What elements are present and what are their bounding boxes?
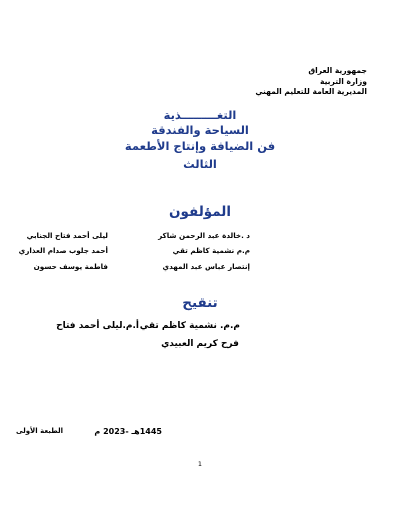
publication-year: 1445هـ -2023 م <box>94 427 162 436</box>
reviewer-name: م.م. نشمية كاظم تقي <box>139 321 240 331</box>
book-specialty: فن الضيافة وإنتاج الأطعمة <box>124 139 276 153</box>
page-number: 1 <box>197 460 203 468</box>
edition-label: الطبعة الأولى <box>15 427 63 435</box>
ministry-country: جمهورية العراق <box>308 66 367 75</box>
authors-heading: المؤلفون <box>169 204 231 220</box>
ministry-header <box>255 66 367 98</box>
book-subject: التغـــــــــذية <box>163 108 237 122</box>
author-name: د .خالدة عبد الرحمن شاكر <box>158 231 250 240</box>
reviewer-name: فرح كريم العبيدي <box>161 339 239 349</box>
author-name: م.م نشمية كاظم تقي <box>172 246 250 255</box>
ministry-name: وزارة التربية <box>319 76 367 86</box>
book-grade: الثالث <box>183 157 217 171</box>
author-name: فاطمة يوسف حسون <box>33 262 108 271</box>
author-name: أحمد جلوب صدام العذاري <box>18 246 108 255</box>
ministry-directorate: المديرية العامة للتعليم المهني <box>255 87 367 97</box>
author-name: ليلى أحمد فتاح الجنابي <box>26 231 108 240</box>
author-name: إنتصار عباس عبد المهدي <box>162 262 250 271</box>
reviewer-name: أ.م.ليلى أحمد فتاح <box>56 321 139 331</box>
book-department: السياحة والفندقة <box>151 123 249 137</box>
review-heading: تنقيح <box>182 295 218 311</box>
